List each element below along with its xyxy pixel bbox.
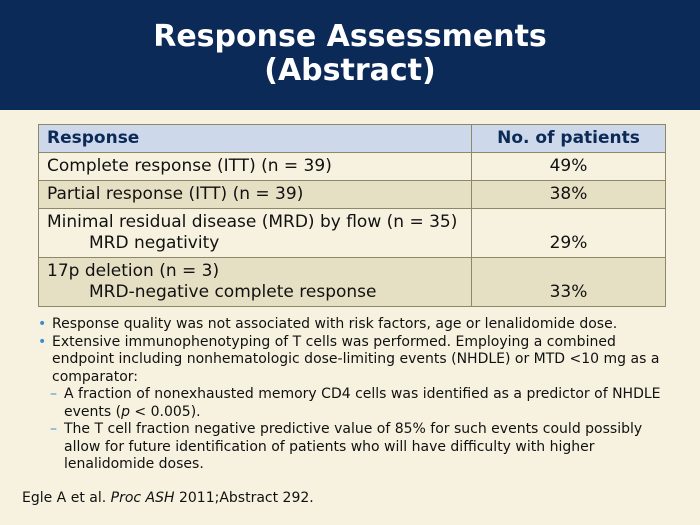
sub-bullet-text: The T cell fraction negative predictive value of 85% for such events could possibly allow for future identification of patients who will have difficulty with higher lenalidomide doses. bbox=[64, 421, 643, 472]
sub-bullet-item bbox=[38, 386, 678, 421]
citation-journal: Proc ASH bbox=[110, 490, 175, 506]
response-table bbox=[38, 124, 666, 307]
p-value-symbol: p bbox=[121, 403, 130, 420]
row-value: 38% bbox=[472, 181, 666, 209]
dash-icon: – bbox=[50, 386, 57, 402]
row-sublabel: MRD negativity bbox=[89, 233, 220, 253]
row-value: 49% bbox=[472, 153, 666, 181]
bullet-list bbox=[38, 316, 678, 474]
bullet-dot-icon: • bbox=[38, 333, 47, 350]
sub-bullet-text-start: A fraction of nonexhausted memory CD4 cells was identified as a predictor of NHDLE events ( bbox=[64, 386, 661, 420]
row-label bbox=[39, 258, 472, 307]
sub-bullet-item bbox=[38, 421, 678, 474]
citation-authors: Egle A et al. bbox=[22, 490, 111, 506]
slide-title-line-1: Response Assessments bbox=[153, 19, 547, 54]
row-value: 29% bbox=[472, 209, 666, 258]
bullet-item bbox=[38, 334, 678, 387]
citation-details: 2011;Abstract 292. bbox=[174, 490, 314, 506]
bullet-item bbox=[38, 316, 678, 334]
row-label bbox=[39, 153, 472, 181]
column-header-response: Response bbox=[39, 125, 472, 153]
slide-title bbox=[0, 20, 700, 88]
sub-bullet-text-end: < 0.005). bbox=[129, 403, 201, 420]
row-label-text: Minimal residual disease (MRD) by flow (n = 35) bbox=[47, 212, 458, 232]
table-row bbox=[39, 258, 666, 307]
row-label bbox=[39, 209, 472, 258]
row-label-text: 17p deletion (n = 3) bbox=[47, 261, 220, 281]
row-label bbox=[39, 181, 472, 209]
table-row bbox=[39, 209, 666, 258]
row-value: 33% bbox=[472, 258, 666, 307]
table-header-row bbox=[39, 125, 666, 153]
citation bbox=[22, 490, 314, 506]
bullet-dot-icon: • bbox=[38, 316, 47, 332]
row-label-text: Partial response (ITT) (n = 39) bbox=[47, 184, 304, 204]
row-sublabel: MRD-negative complete response bbox=[89, 282, 377, 302]
dash-icon: – bbox=[50, 421, 57, 437]
row-label-text: Complete response (ITT) (n = 39) bbox=[47, 156, 332, 176]
slide-title-line-2: (Abstract) bbox=[264, 53, 436, 88]
bullet-text: Extensive immunophenotyping of T cells was performed. Employing a combined endpoint including nonhematologic dose-limiting events (NHDLE) or MTD <10 mg as a comparator: bbox=[52, 333, 660, 385]
title-banner bbox=[0, 0, 700, 110]
table-row bbox=[39, 181, 666, 209]
column-header-patients: No. of patients bbox=[472, 125, 666, 153]
bullet-text: Response quality was not associated with risk factors, age or lenalidomide dose. bbox=[52, 316, 618, 332]
table-row bbox=[39, 153, 666, 181]
